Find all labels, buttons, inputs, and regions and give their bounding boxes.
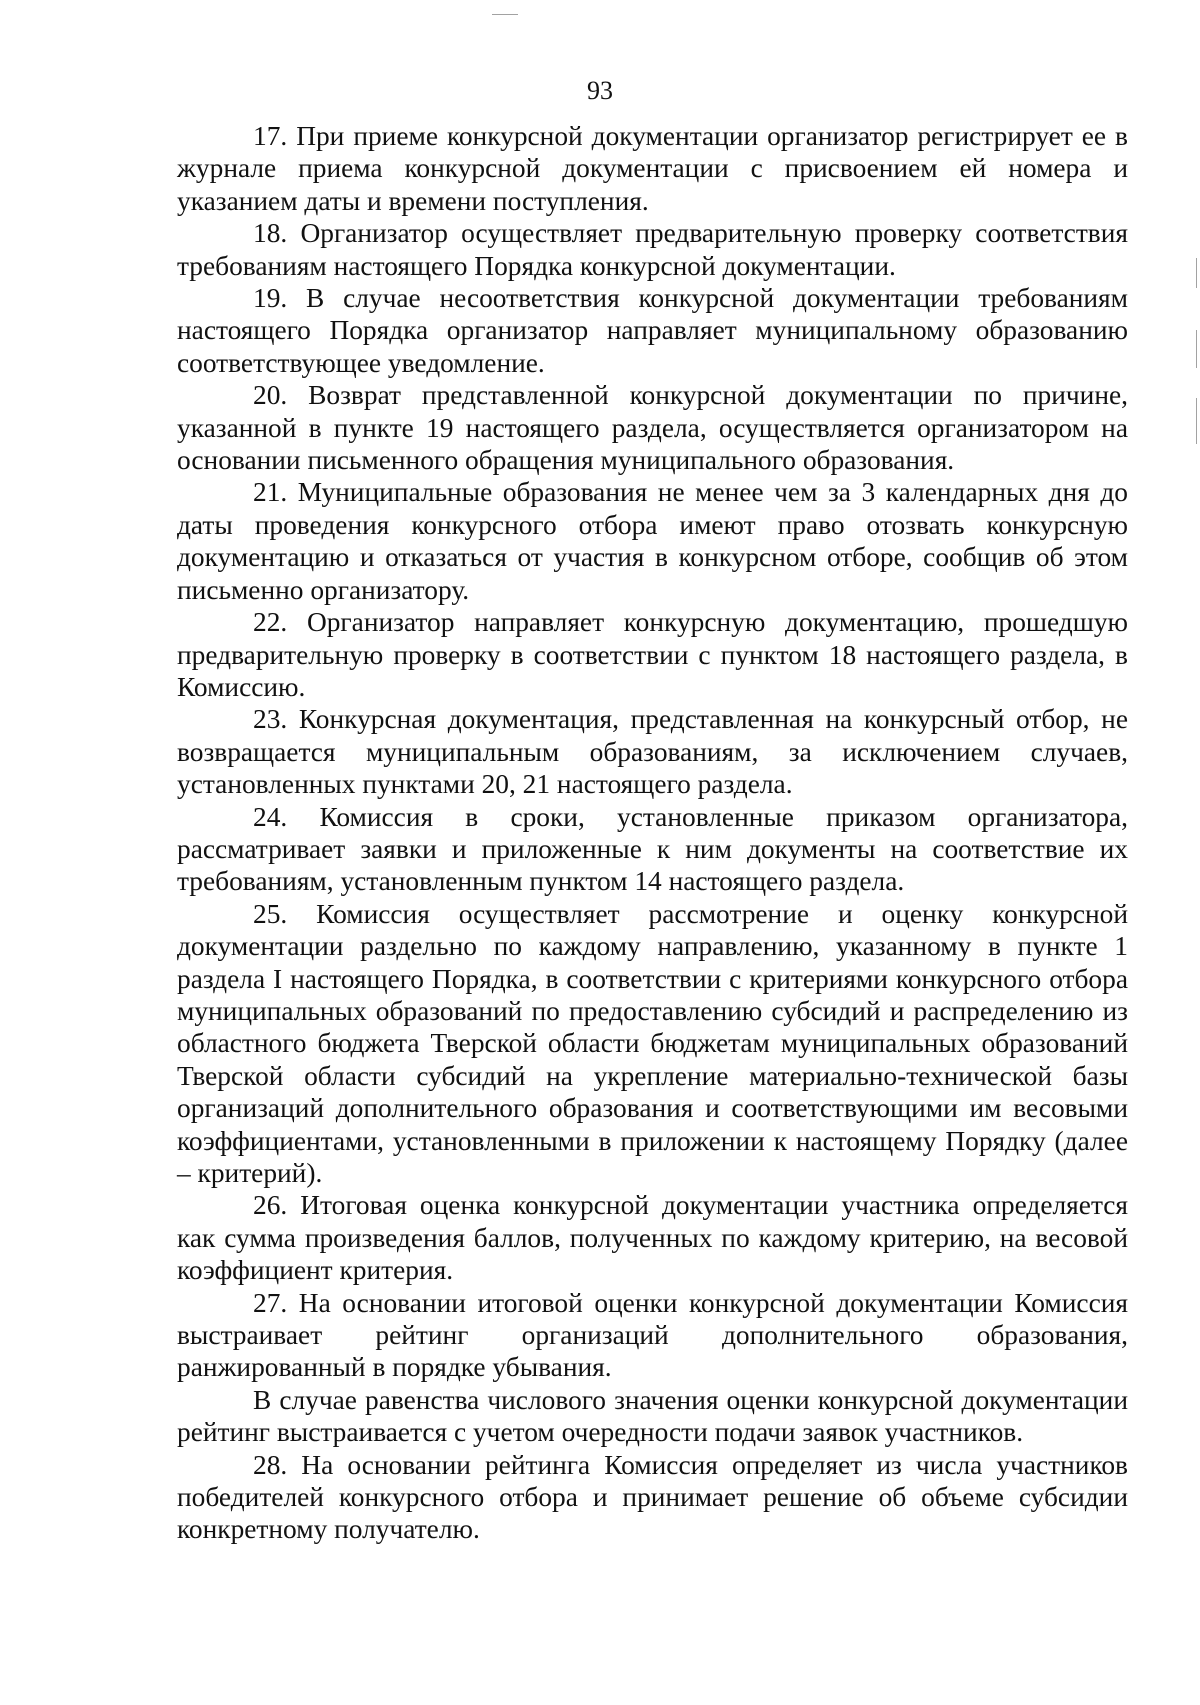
document-body bbox=[177, 120, 1128, 1546]
paragraph-28: 28. На основании рейтинга Комиссия определяет из числа участников победителей конкурсного отбора и принимает решение об объеме субсидии конкретному получателю. bbox=[177, 1449, 1128, 1545]
paragraph-25: 25. Комиссия осуществляет рассмотрение и оценку конкурсной документации раздельно по каждому направлению, указанному в пункте 1 раздела I настоящего Порядка, в соответствии с критериями конкурсного отбора муниципальных образований по предоставлению субсидий и распределению из областного бюджета Тверской области бюджетам муниципальных образований Тверской области субсидий на укрепление материально-технической базы организаций дополнительного образования и соответствующими им весовыми коэффициентами, установленными в приложении к настоящему Порядку (далее – критерий). bbox=[177, 898, 1128, 1188]
paragraph-22: 22. Организатор направляет конкурсную документацию, прошедшую предварительную проверку в соответствии с пунктом 18 настоящего раздела, в Комиссию. bbox=[177, 607, 1128, 702]
paragraph-27: 27. На основании итоговой оценки конкурсной документации Комиссия выстраивает рейтинг организаций дополнительного образования, ранжированный в порядке убывания. bbox=[177, 1287, 1128, 1383]
paragraph-27-continuation: В случае равенства числового значения оценки конкурсной документации рейтинг выстраивается с учетом очередности подачи заявок участников. bbox=[177, 1384, 1128, 1448]
paragraph-19: 19. В случае несоответствия конкурсной документации требованиям настоящего Порядка организатор направляет муниципальному образованию соответствующее уведомление. bbox=[177, 283, 1128, 378]
paragraph-26: 26. Итоговая оценка конкурсной документации участника определяется как сумма произведения баллов, полученных по каждому критерию, на весовой коэффициент критерия. bbox=[177, 1190, 1128, 1286]
scan-artifact bbox=[1196, 330, 1197, 368]
scan-artifact bbox=[1196, 398, 1197, 444]
paragraph-23: 23. Конкурсная документация, представленная на конкурсный отбор, не возвращается муниципальным образованиям, за исключением случаев, установленных пунктами 20, 21 настоящего раздела. bbox=[177, 704, 1128, 800]
paragraph-18: 18. Организатор осуществляет предварительную проверку соответствия требованиям настоящего Порядка конкурсной документации. bbox=[177, 218, 1128, 281]
paragraph-20: 20. Возврат представленной конкурсной документации по причине, указанной в пункте 19 настоящего раздела, осуществляется организатором на основании письменного обращения муниципального образования. bbox=[177, 380, 1128, 476]
paragraph-17: 17. При приеме конкурсной документации организатор регистрирует ее в журнале приема конкурсной документации с присвоением ей номера и указанием даты и времени поступления. bbox=[177, 121, 1128, 216]
scan-artifact bbox=[1196, 258, 1197, 288]
paragraph-21: 21. Муниципальные образования не менее чем за 3 календарных дня до даты проведения конкурсного отбора имеют право отозвать конкурсную документацию и отказаться от участия в конкурсном отборе, сообщив об этом письменно организатору. bbox=[177, 477, 1128, 605]
scan-artifact bbox=[492, 14, 518, 15]
page-number: 93 bbox=[587, 76, 613, 105]
paragraph-24: 24. Комиссия в сроки, установленные приказом организатора, рассматривает заявки и приложенные к ним документы на соответствие их требованиям, установленным пунктом 14 настоящего раздела. bbox=[177, 801, 1128, 897]
